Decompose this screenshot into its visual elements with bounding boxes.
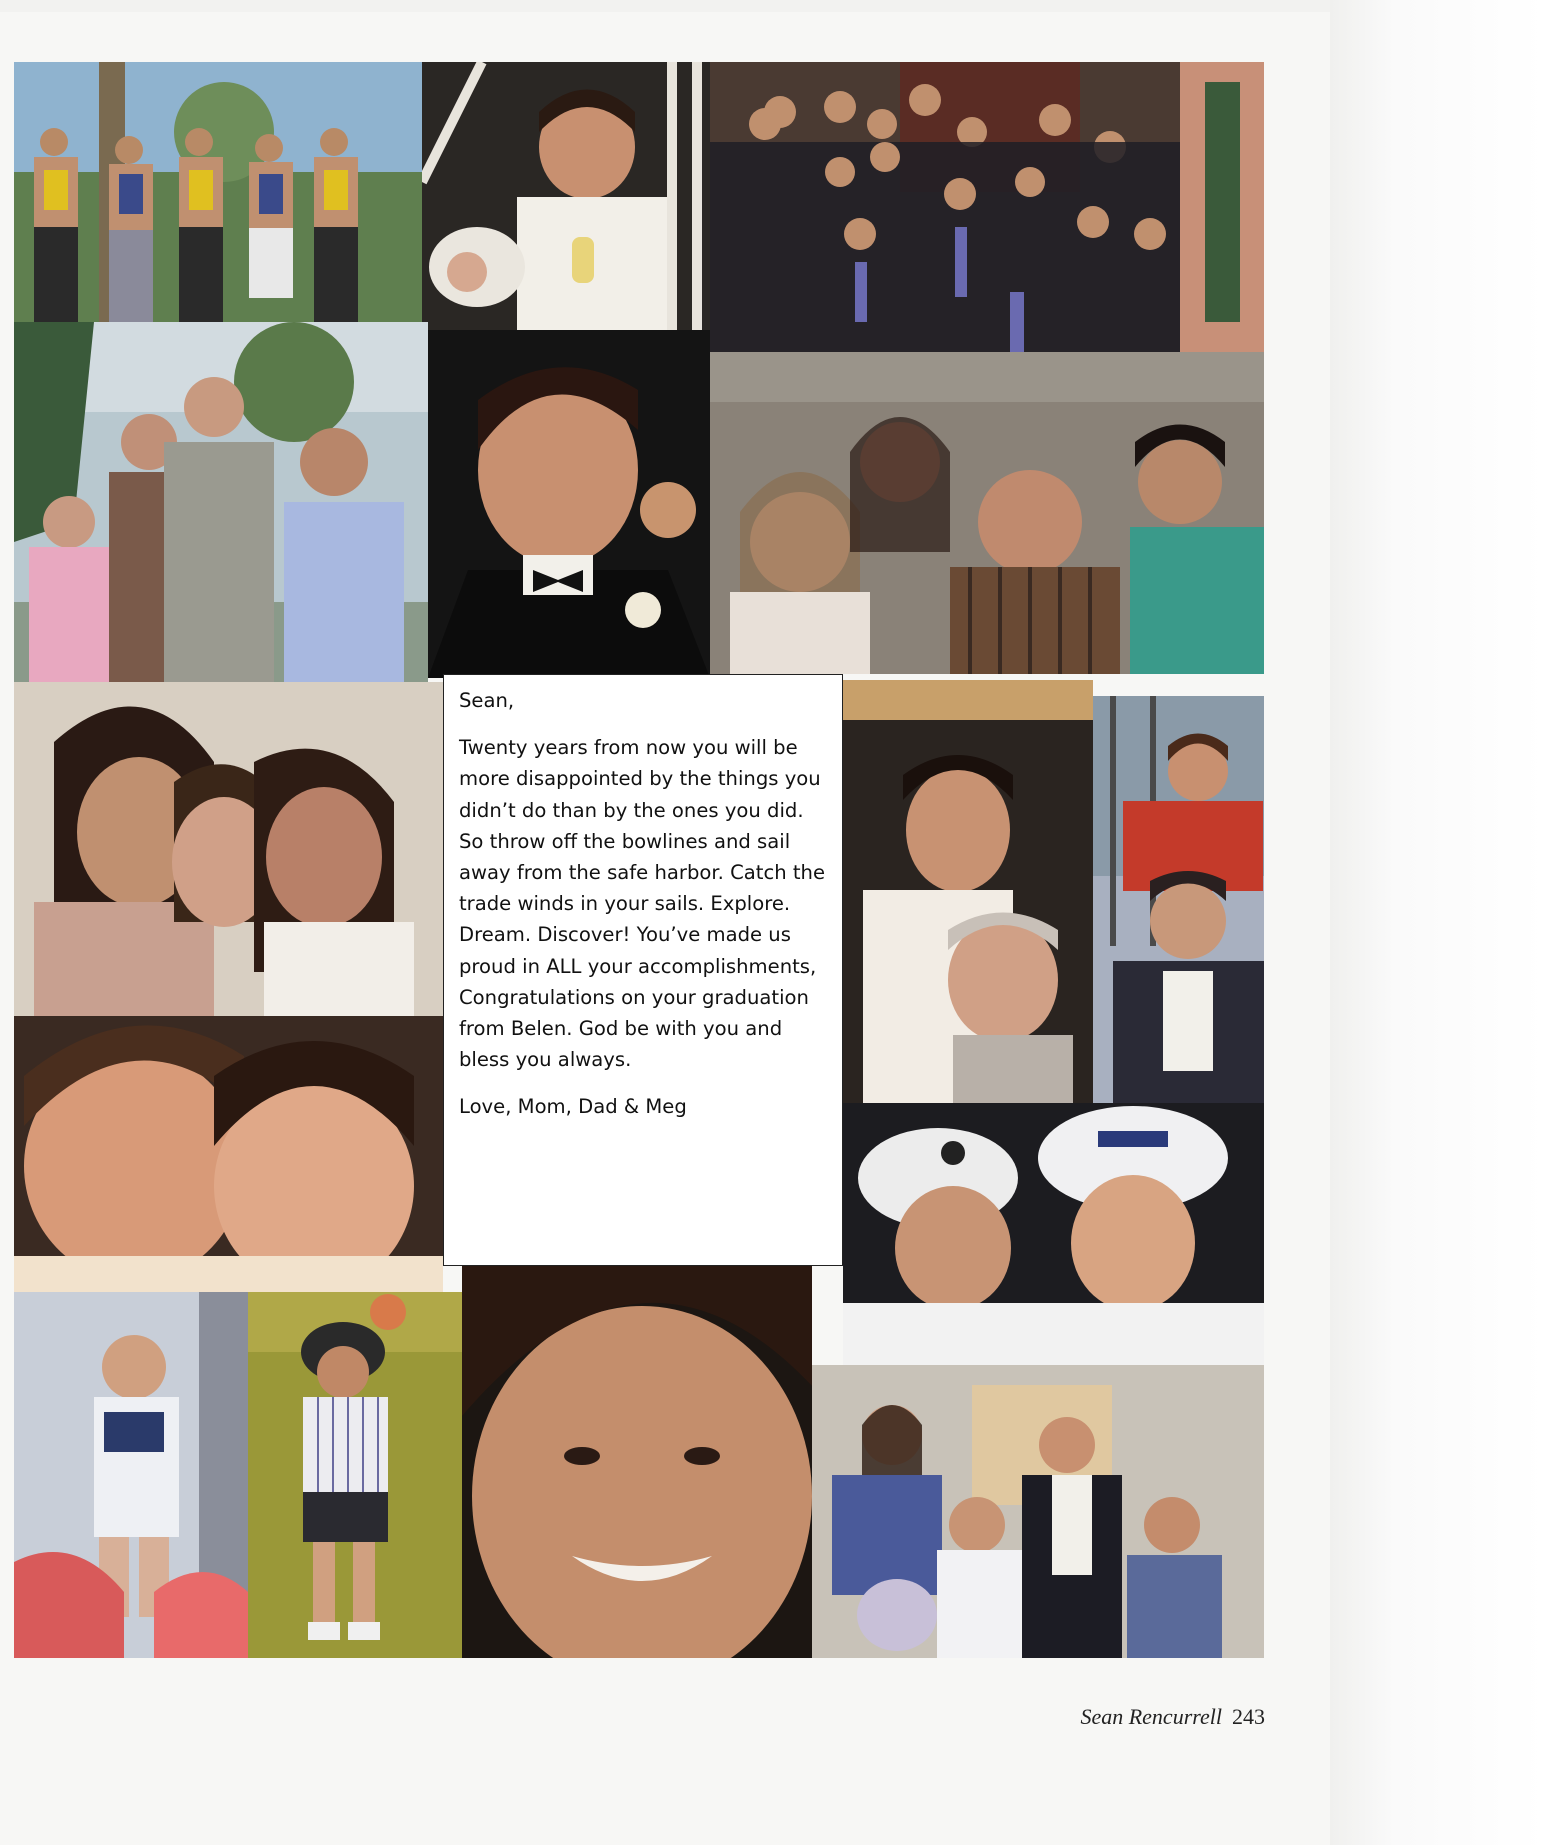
letter-box <box>443 674 843 1266</box>
letter-signoff: Love, Mom, Dad & Meg <box>459 1095 687 1119</box>
page-footer <box>1030 1704 1265 1730</box>
photo-group-in-suits <box>710 62 1264 352</box>
scan-top-strip <box>0 0 1545 12</box>
page-number: 243 <box>1232 1704 1265 1729</box>
footer-student-name: Sean Rencurrell <box>1080 1704 1222 1729</box>
photo-toddlers-closeup <box>14 1016 443 1292</box>
scan-margin <box>1330 0 1545 1845</box>
photo-family-outdoors <box>14 322 428 682</box>
photo-toddler-costume <box>14 1292 248 1658</box>
photo-three-faces <box>14 682 443 1016</box>
letter-greeting: Sean, <box>459 689 515 712</box>
photo-caps-closeup <box>843 1103 1264 1365</box>
letter-body: Twenty years from now you will be more disappointed by the things you didn’t do than by the ones you did. So throw off the bowlines and sail away from the safe harbor. Catch the trade winds in your sails. Explore. Dream. Discover! You’ve made us proud in ALL your accomplishments, Congratulations on your graduation from Belen. God be with you and bless you always. <box>459 736 826 1072</box>
photo-boy-and-grandmother <box>843 680 1093 1103</box>
photo-smiling-teen <box>462 1266 812 1658</box>
photo-kids-party <box>812 1365 1264 1658</box>
photo-child-on-shoulders <box>1093 696 1264 1103</box>
photo-little-league <box>248 1292 462 1658</box>
photo-toddler-with-baby <box>422 62 710 330</box>
photo-boys-painted-letters <box>14 62 422 322</box>
photo-family-indoors <box>710 352 1264 674</box>
photo-boy-in-tuxedo <box>428 330 710 678</box>
